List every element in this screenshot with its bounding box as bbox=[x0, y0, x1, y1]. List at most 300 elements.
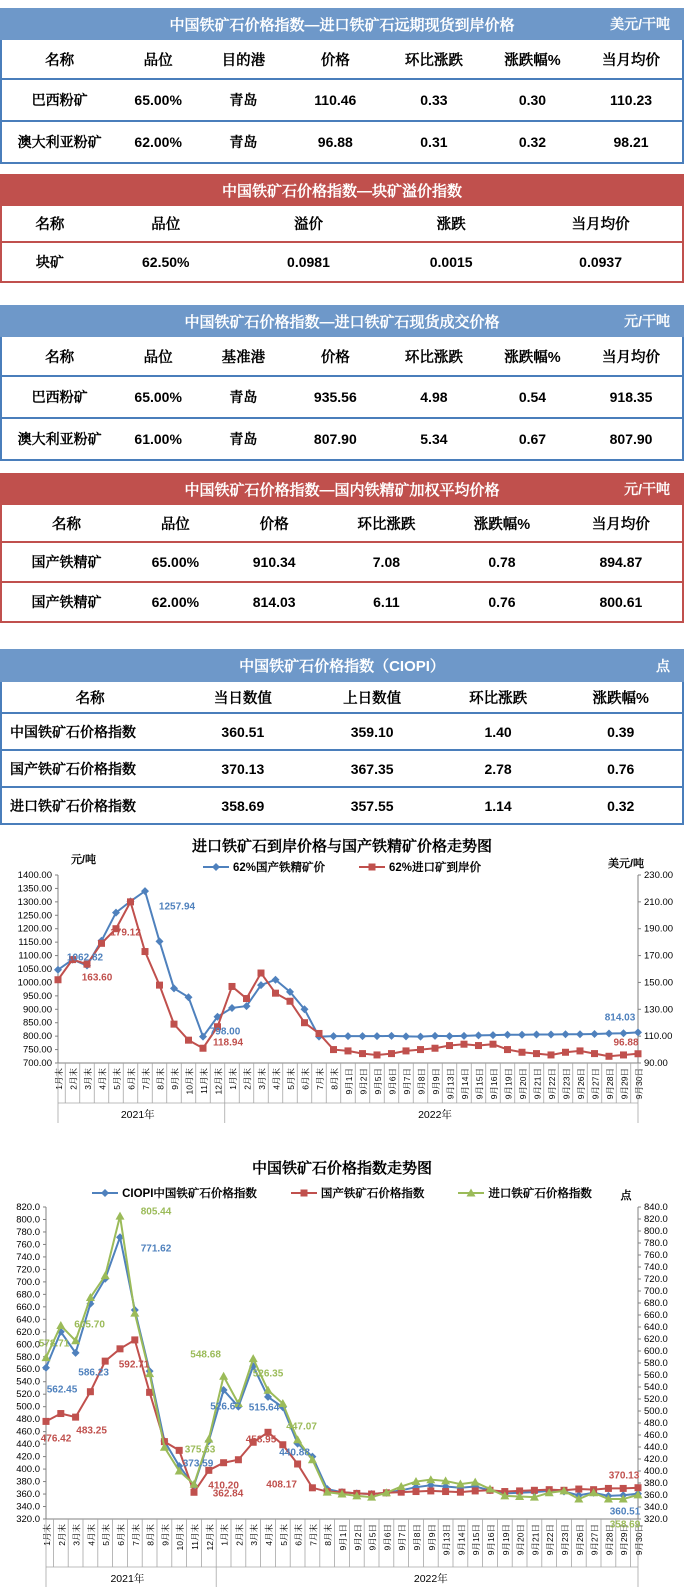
triangle-marker-icon bbox=[458, 1187, 484, 1199]
table-cell: 国产铁精矿 bbox=[1, 542, 131, 582]
svg-text:820.0: 820.0 bbox=[16, 1202, 40, 1213]
svg-text:700.00: 700.00 bbox=[22, 1058, 52, 1069]
svg-text:170.00: 170.00 bbox=[644, 950, 674, 962]
table-cell: 青岛 bbox=[199, 79, 288, 121]
svg-text:760.0: 760.0 bbox=[644, 1250, 668, 1261]
data-label: 805.44 bbox=[140, 1206, 172, 1218]
svg-text:1300.00: 1300.00 bbox=[17, 896, 52, 908]
svg-text:660.0: 660.0 bbox=[644, 1310, 668, 1321]
square-marker-icon bbox=[359, 861, 385, 873]
svg-text:400.0: 400.0 bbox=[16, 1464, 40, 1476]
column-header: 当月均价 bbox=[580, 40, 683, 79]
svg-text:580.0: 580.0 bbox=[16, 1351, 40, 1363]
data-label: 515.64 bbox=[248, 1402, 280, 1414]
svg-text:600.0: 600.0 bbox=[644, 1346, 668, 1357]
column-header: 名称 bbox=[1, 682, 178, 713]
svg-text:420.0: 420.0 bbox=[644, 1454, 668, 1465]
price-table-grid bbox=[0, 40, 684, 164]
table-cell: 0.54 bbox=[485, 376, 580, 418]
data-label: 163.60 bbox=[81, 972, 113, 984]
table-row bbox=[1, 79, 683, 121]
table-title: 中国铁矿石价格指数—进口铁矿石现货成交价格 bbox=[184, 313, 500, 331]
svg-text:480.0: 480.0 bbox=[644, 1418, 668, 1429]
table-row bbox=[1, 121, 683, 163]
table-ciopi-index bbox=[0, 649, 684, 825]
svg-text:9月8日: 9月8日 bbox=[416, 1068, 427, 1095]
svg-text:7月末: 7月末 bbox=[141, 1068, 151, 1090]
table-cell: 0.0981 bbox=[234, 242, 383, 282]
svg-text:3月末: 3月末 bbox=[257, 1068, 267, 1090]
diamond-marker-icon bbox=[203, 861, 229, 873]
svg-text:210.00: 210.00 bbox=[644, 896, 674, 908]
series-0 bbox=[54, 887, 642, 1041]
svg-text:9月8日: 9月8日 bbox=[412, 1524, 422, 1551]
data-label: 798.00 bbox=[209, 1026, 241, 1038]
data-label: 375.63 bbox=[184, 1444, 216, 1456]
svg-text:6月末: 6月末 bbox=[293, 1524, 304, 1546]
table-cell: 0.39 bbox=[559, 713, 683, 750]
table-cell: 0.0937 bbox=[519, 242, 683, 282]
data-label: 526.35 bbox=[252, 1368, 284, 1380]
table-row bbox=[1, 542, 683, 582]
table-cell: 110.23 bbox=[580, 79, 683, 121]
svg-text:130.00: 130.00 bbox=[644, 1004, 674, 1016]
svg-text:1月末: 1月末 bbox=[54, 1068, 64, 1090]
column-header: 名称 bbox=[1, 337, 117, 376]
svg-text:9月29日: 9月29日 bbox=[619, 1524, 630, 1556]
column-header: 品位 bbox=[131, 505, 220, 542]
table-cell: 800.61 bbox=[560, 582, 683, 622]
table-cell: 359.10 bbox=[307, 713, 436, 750]
column-header: 当月均价 bbox=[519, 206, 683, 242]
table-cell: 370.13 bbox=[178, 750, 307, 787]
data-label: 370.13 bbox=[608, 1470, 640, 1482]
table-cell: 0.0015 bbox=[383, 242, 519, 282]
table-cell: 61.00% bbox=[117, 418, 199, 460]
table-title: 中国铁矿石价格指数—块矿溢价指数 bbox=[221, 182, 462, 200]
column-header: 涨跌幅% bbox=[444, 505, 560, 542]
svg-text:9月13日: 9月13日 bbox=[441, 1524, 452, 1556]
svg-text:9月9日: 9月9日 bbox=[426, 1524, 437, 1551]
svg-text:380.0: 380.0 bbox=[16, 1476, 40, 1488]
svg-text:9月末: 9月末 bbox=[160, 1524, 171, 1546]
svg-text:9月29日: 9月29日 bbox=[619, 1068, 630, 1100]
svg-text:1200.00: 1200.00 bbox=[17, 923, 52, 935]
svg-text:9月20日: 9月20日 bbox=[515, 1524, 526, 1556]
table-cell: 青岛 bbox=[199, 418, 288, 460]
table-cell: 110.46 bbox=[288, 79, 383, 121]
svg-text:9月15日: 9月15日 bbox=[474, 1068, 485, 1100]
table-row bbox=[1, 418, 683, 460]
svg-text:480.0: 480.0 bbox=[16, 1414, 40, 1426]
chart-title: 中国铁矿石价格指数走势图 bbox=[251, 1160, 432, 1177]
svg-text:8月末: 8月末 bbox=[145, 1524, 156, 1546]
data-label: 408.17 bbox=[266, 1479, 297, 1491]
svg-text:9月6日: 9月6日 bbox=[382, 1524, 393, 1551]
svg-text:1150.00: 1150.00 bbox=[18, 937, 52, 949]
column-header: 品位 bbox=[117, 40, 199, 79]
svg-text:580.0: 580.0 bbox=[644, 1358, 668, 1369]
data-label: 179.12 bbox=[110, 927, 141, 939]
table-header-row bbox=[1, 682, 683, 713]
legend-label: CIOPI中国铁矿石价格指数 bbox=[122, 1188, 257, 1200]
data-label: 548.68 bbox=[190, 1349, 221, 1361]
svg-text:9月27日: 9月27日 bbox=[590, 1068, 601, 1100]
svg-text:4月末: 4月末 bbox=[264, 1524, 274, 1546]
table-unit-label: 美元/干吨 bbox=[610, 16, 670, 32]
svg-text:950.00: 950.00 bbox=[22, 990, 52, 1002]
table-title-bar bbox=[0, 649, 684, 682]
table-cell: 807.90 bbox=[580, 418, 683, 460]
table-cell: 0.32 bbox=[485, 121, 580, 163]
table-title: 中国铁矿石价格指数—进口铁矿石远期现货到岸价格 bbox=[169, 16, 515, 34]
data-label: 1062.82 bbox=[66, 952, 104, 964]
svg-text:9月23日: 9月23日 bbox=[561, 1068, 572, 1100]
data-label: 578.71 bbox=[38, 1338, 70, 1350]
svg-text:320.0: 320.0 bbox=[16, 1514, 40, 1525]
price-table-grid bbox=[0, 505, 684, 623]
table-cell: 巴西粉矿 bbox=[1, 376, 117, 418]
chart-ciopi-index-trend bbox=[0, 1127, 684, 1587]
column-header: 涨跌幅% bbox=[559, 682, 683, 713]
price-table bbox=[0, 8, 684, 164]
table-cell: 5.34 bbox=[383, 418, 485, 460]
table-row bbox=[1, 750, 683, 787]
data-label: 476.42 bbox=[40, 1433, 72, 1445]
svg-text:700.0: 700.0 bbox=[16, 1276, 40, 1288]
column-header: 品位 bbox=[98, 206, 234, 242]
svg-text:520.0: 520.0 bbox=[16, 1389, 40, 1401]
svg-text:520.0: 520.0 bbox=[644, 1394, 668, 1405]
svg-text:6月末: 6月末 bbox=[116, 1524, 126, 1546]
data-label: 483.25 bbox=[76, 1425, 107, 1437]
svg-text:9月30日: 9月30日 bbox=[634, 1068, 644, 1100]
price-table-grid bbox=[0, 337, 684, 461]
svg-text:1250.00: 1250.00 bbox=[17, 910, 52, 922]
table-cell: 0.67 bbox=[485, 418, 580, 460]
legend-item bbox=[92, 1185, 257, 1201]
svg-text:1月末: 1月末 bbox=[219, 1524, 230, 1546]
column-header: 环比涨跌 bbox=[329, 505, 445, 542]
svg-text:420.0: 420.0 bbox=[16, 1451, 40, 1463]
column-header: 涨跌 bbox=[383, 206, 519, 242]
svg-text:9月19日: 9月19日 bbox=[503, 1068, 514, 1100]
svg-text:2021年: 2021年 bbox=[110, 1573, 145, 1585]
svg-text:1000.00: 1000.00 bbox=[17, 977, 52, 989]
svg-text:600.0: 600.0 bbox=[16, 1339, 40, 1351]
legend-label: 62%进口矿到岸价 bbox=[389, 862, 482, 874]
column-header: 涨跌幅% bbox=[485, 40, 580, 79]
svg-text:620.0: 620.0 bbox=[16, 1326, 40, 1338]
svg-text:9月22日: 9月22日 bbox=[547, 1068, 557, 1100]
column-header: 溢价 bbox=[234, 206, 383, 242]
svg-text:640.0: 640.0 bbox=[16, 1314, 40, 1326]
column-header: 名称 bbox=[1, 505, 131, 542]
svg-text:1050.00: 1050.00 bbox=[17, 964, 52, 975]
svg-text:900.00: 900.00 bbox=[22, 1004, 52, 1016]
svg-text:320.0: 320.0 bbox=[644, 1514, 668, 1525]
table-cell: 6.11 bbox=[329, 582, 445, 622]
svg-text:美元/吨: 美元/吨 bbox=[607, 858, 645, 870]
legend-item bbox=[291, 1185, 425, 1201]
svg-text:2021年: 2021年 bbox=[120, 1109, 155, 1121]
column-header: 当月均价 bbox=[580, 337, 683, 376]
column-header: 环比涨跌 bbox=[383, 337, 485, 376]
table-cell: 1.40 bbox=[437, 713, 560, 750]
svg-text:740.0: 740.0 bbox=[16, 1251, 40, 1263]
svg-text:9月5日: 9月5日 bbox=[367, 1524, 378, 1551]
svg-text:720.0: 720.0 bbox=[16, 1264, 40, 1276]
svg-text:9月28日: 9月28日 bbox=[604, 1524, 615, 1556]
chart-import-vs-domestic-price-trend bbox=[0, 831, 684, 1127]
price-table bbox=[0, 649, 684, 825]
table-cell: 358.69 bbox=[178, 787, 307, 824]
data-label: 814.03 bbox=[604, 1012, 636, 1024]
y-axis-ticks bbox=[18, 870, 673, 1069]
svg-text:820.0: 820.0 bbox=[644, 1214, 668, 1225]
svg-text:9月2日: 9月2日 bbox=[358, 1068, 369, 1095]
year-band bbox=[46, 1567, 638, 1587]
svg-text:1350.00: 1350.00 bbox=[17, 883, 52, 895]
diamond-marker-icon bbox=[92, 1187, 118, 1199]
svg-text:12月末: 12月末 bbox=[204, 1524, 215, 1551]
svg-text:9月末: 9月末 bbox=[170, 1068, 180, 1090]
table-title-bar bbox=[0, 305, 684, 337]
svg-text:1月末: 1月末 bbox=[228, 1068, 238, 1090]
table-cell: 65.00% bbox=[117, 79, 199, 121]
svg-text:90.00: 90.00 bbox=[644, 1058, 668, 1069]
data-label: 605.70 bbox=[74, 1319, 105, 1331]
svg-text:720.0: 720.0 bbox=[644, 1274, 668, 1285]
svg-text:2022年: 2022年 bbox=[413, 1573, 448, 1585]
column-header: 目的港 bbox=[199, 40, 288, 79]
svg-text:4月末: 4月末 bbox=[271, 1068, 282, 1090]
table-cell: 0.76 bbox=[444, 582, 560, 622]
svg-text:5月末: 5月末 bbox=[286, 1068, 296, 1090]
table-cell: 98.21 bbox=[580, 121, 683, 163]
table-title: 中国铁矿石价格指数（CIOPI） bbox=[239, 658, 445, 675]
svg-text:3月末: 3月末 bbox=[83, 1068, 93, 1090]
data-label: 586.23 bbox=[78, 1367, 109, 1379]
svg-text:780.0: 780.0 bbox=[644, 1238, 668, 1249]
svg-text:9月5日: 9月5日 bbox=[373, 1068, 383, 1095]
svg-text:680.0: 680.0 bbox=[644, 1298, 668, 1309]
column-header: 上日数值 bbox=[307, 682, 436, 713]
table-cell: 367.35 bbox=[307, 750, 436, 787]
svg-text:4月末: 4月末 bbox=[86, 1524, 97, 1546]
table-cell: 360.51 bbox=[178, 713, 307, 750]
svg-text:400.0: 400.0 bbox=[644, 1466, 668, 1477]
table-lump-premium-index bbox=[0, 174, 684, 283]
table-cell: 青岛 bbox=[199, 121, 288, 163]
column-header: 品位 bbox=[117, 337, 199, 376]
svg-text:9月6日: 9月6日 bbox=[387, 1068, 398, 1095]
svg-text:9月16日: 9月16日 bbox=[486, 1524, 496, 1556]
table-cell: 65.00% bbox=[117, 376, 199, 418]
svg-text:9月14日: 9月14日 bbox=[460, 1068, 470, 1100]
svg-text:9月30日: 9月30日 bbox=[634, 1524, 644, 1556]
column-header: 环比涨跌 bbox=[383, 40, 485, 79]
svg-text:10月末: 10月末 bbox=[184, 1068, 195, 1095]
svg-text:9月21日: 9月21日 bbox=[530, 1524, 541, 1556]
table-cell: 935.56 bbox=[288, 376, 383, 418]
svg-text:110.00: 110.00 bbox=[644, 1031, 673, 1043]
svg-text:460.0: 460.0 bbox=[16, 1426, 40, 1438]
table-title-bar bbox=[0, 174, 684, 206]
svg-text:360.0: 360.0 bbox=[16, 1489, 40, 1501]
svg-text:780.0: 780.0 bbox=[16, 1226, 40, 1238]
svg-text:340.0: 340.0 bbox=[16, 1501, 40, 1513]
table-row bbox=[1, 787, 683, 824]
table-cell: 96.88 bbox=[288, 121, 383, 163]
data-label: 592.71 bbox=[118, 1359, 150, 1371]
price-table-grid bbox=[0, 682, 684, 825]
svg-text:7月末: 7月末 bbox=[315, 1068, 325, 1090]
data-label: 447.07 bbox=[286, 1421, 317, 1433]
svg-text:9月27日: 9月27日 bbox=[589, 1524, 600, 1556]
column-header: 价格 bbox=[288, 337, 383, 376]
svg-text:2月末: 2月末 bbox=[68, 1068, 79, 1090]
svg-text:11月末: 11月末 bbox=[190, 1524, 200, 1550]
svg-text:9月1日: 9月1日 bbox=[338, 1524, 348, 1551]
svg-text:150.00: 150.00 bbox=[644, 977, 674, 989]
table-cell: 4.98 bbox=[383, 376, 485, 418]
svg-text:9月22日: 9月22日 bbox=[545, 1524, 556, 1556]
svg-text:5月末: 5月末 bbox=[278, 1524, 289, 1546]
table-cell: 0.32 bbox=[559, 787, 683, 824]
table-cell: 7.08 bbox=[329, 542, 445, 582]
svg-text:850.00: 850.00 bbox=[22, 1017, 52, 1029]
table-cell: 0.30 bbox=[485, 79, 580, 121]
table-cell: 814.03 bbox=[220, 582, 329, 622]
svg-text:7月末: 7月末 bbox=[130, 1524, 141, 1546]
table-cell: 0.33 bbox=[383, 79, 485, 121]
svg-text:800.0: 800.0 bbox=[644, 1226, 668, 1237]
svg-text:点: 点 bbox=[620, 1190, 632, 1202]
data-label: 96.88 bbox=[613, 1037, 639, 1049]
chart-container bbox=[0, 1127, 684, 1587]
svg-text:500.0: 500.0 bbox=[644, 1406, 668, 1417]
svg-text:9月2日: 9月2日 bbox=[352, 1524, 363, 1551]
legend-item bbox=[458, 1185, 592, 1201]
column-header: 价格 bbox=[220, 505, 329, 542]
svg-text:9月15日: 9月15日 bbox=[471, 1524, 482, 1556]
table-import-forward-cif-price bbox=[0, 8, 684, 164]
legend-item bbox=[359, 859, 481, 875]
svg-text:9月16日: 9月16日 bbox=[489, 1068, 499, 1100]
x-axis-labels bbox=[42, 1524, 644, 1556]
svg-text:760.0: 760.0 bbox=[16, 1239, 40, 1251]
svg-text:500.0: 500.0 bbox=[16, 1401, 40, 1413]
chart-container bbox=[0, 831, 684, 1127]
table-cell: 357.55 bbox=[307, 787, 436, 824]
svg-text:560.0: 560.0 bbox=[644, 1370, 668, 1381]
svg-text:9月23日: 9月23日 bbox=[560, 1524, 570, 1556]
svg-text:9月9日: 9月9日 bbox=[431, 1068, 441, 1095]
svg-text:9月7日: 9月7日 bbox=[397, 1524, 408, 1551]
data-label: 373.59 bbox=[182, 1458, 214, 1470]
column-header: 基准港 bbox=[199, 337, 288, 376]
table-row bbox=[1, 242, 683, 282]
column-header: 当日数值 bbox=[178, 682, 307, 713]
price-table-grid bbox=[0, 206, 684, 283]
data-label: 1257.94 bbox=[158, 901, 196, 913]
column-header: 涨跌幅% bbox=[485, 337, 580, 376]
svg-text:540.0: 540.0 bbox=[644, 1382, 668, 1393]
table-cell: 807.90 bbox=[288, 418, 383, 460]
svg-text:230.00: 230.00 bbox=[644, 870, 674, 881]
legend-label: 进口铁矿石价格指数 bbox=[488, 1188, 592, 1200]
svg-text:8月末: 8月末 bbox=[155, 1068, 166, 1090]
data-label: 118.94 bbox=[212, 1037, 244, 1049]
svg-text:9月26日: 9月26日 bbox=[574, 1524, 585, 1556]
data-label: 458.95 bbox=[245, 1434, 277, 1446]
table-cell: 62.50% bbox=[98, 242, 234, 282]
svg-text:12月末: 12月末 bbox=[213, 1068, 224, 1095]
svg-text:800.00: 800.00 bbox=[22, 1031, 52, 1043]
table-row bbox=[1, 582, 683, 622]
table-unit-label: 点 bbox=[656, 657, 670, 674]
table-cell: 2.78 bbox=[437, 750, 560, 787]
year-band bbox=[58, 1103, 638, 1123]
svg-text:660.0: 660.0 bbox=[16, 1301, 40, 1313]
data-label: 360.51 bbox=[609, 1506, 641, 1518]
table-row bbox=[1, 713, 683, 750]
svg-text:190.00: 190.00 bbox=[644, 923, 674, 935]
data-label: 526.67 bbox=[210, 1401, 241, 1413]
svg-text:4月末: 4月末 bbox=[97, 1068, 108, 1090]
column-header: 名称 bbox=[1, 206, 98, 242]
table-cell: 62.00% bbox=[131, 582, 220, 622]
table-header-row bbox=[1, 40, 683, 79]
svg-text:750.00: 750.00 bbox=[22, 1044, 52, 1056]
svg-text:800.0: 800.0 bbox=[16, 1214, 40, 1226]
svg-text:440.0: 440.0 bbox=[16, 1439, 40, 1451]
table-cell: 62.00% bbox=[117, 121, 199, 163]
svg-text:9月26日: 9月26日 bbox=[576, 1068, 586, 1100]
data-label: 562.45 bbox=[46, 1384, 78, 1396]
svg-text:640.0: 640.0 bbox=[644, 1322, 668, 1333]
table-cell: 进口铁矿石价格指数 bbox=[1, 787, 178, 824]
svg-text:5月末: 5月末 bbox=[101, 1524, 112, 1546]
svg-text:10月末: 10月末 bbox=[175, 1524, 186, 1551]
svg-text:9月1日: 9月1日 bbox=[344, 1068, 354, 1095]
svg-text:6月末: 6月末 bbox=[126, 1068, 137, 1090]
chart-legend bbox=[0, 859, 684, 875]
svg-text:840.0: 840.0 bbox=[644, 1202, 668, 1213]
table-header-row bbox=[1, 337, 683, 376]
price-table bbox=[0, 473, 684, 623]
svg-text:3月末: 3月末 bbox=[71, 1524, 82, 1546]
series-2 bbox=[42, 1212, 643, 1503]
data-label: 410.20 bbox=[208, 1480, 239, 1492]
table-unit-label: 元/干吨 bbox=[624, 313, 670, 329]
table-cell: 1.14 bbox=[437, 787, 560, 824]
svg-text:5月末: 5月末 bbox=[112, 1068, 122, 1090]
column-header: 价格 bbox=[288, 40, 383, 79]
svg-text:8月末: 8月末 bbox=[323, 1524, 334, 1546]
data-label: 771.62 bbox=[140, 1243, 172, 1255]
table-title-bar bbox=[0, 473, 684, 505]
table-cell: 澳大利亚粉矿 bbox=[1, 121, 117, 163]
table-cell: 中国铁矿石价格指数 bbox=[1, 713, 178, 750]
table-cell: 巴西粉矿 bbox=[1, 79, 117, 121]
svg-text:1月末: 1月末 bbox=[42, 1524, 52, 1546]
legend-label: 国产铁矿石价格指数 bbox=[320, 1188, 425, 1200]
table-cell: 块矿 bbox=[1, 242, 98, 282]
svg-text:9月28日: 9月28日 bbox=[605, 1068, 615, 1100]
svg-text:7月末: 7月末 bbox=[308, 1524, 319, 1546]
